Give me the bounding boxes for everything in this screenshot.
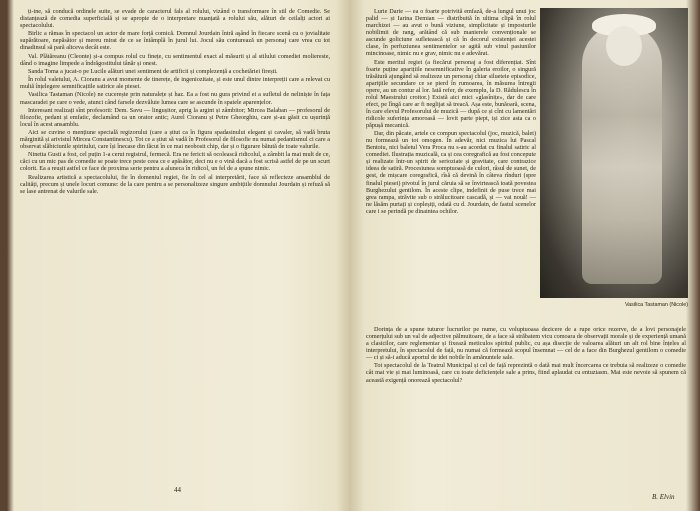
paragraph: Dar, din păcate, artele ce compun spectacolul (joc, muzică, balet) nu formează un tot omogen. În adevăr, nici muzica lui Pascal Bentoiu, nici baletul Vera Proca nu s-au acordat cu finalul satiric al comediei. Ilustrația muzicală, ca și cea coregrafică au fost concepute și realizate într-un spirit de serioziate și gravitate, care contrazice ideea de satiră. Procesiunea somptuoasă de culori, râsul de sunet, de gest, de mișcare coregrafică, rîsă că devină în câteva rînduri (spre finalul piesei) pivotul în jurul căruia să se învirtească toată povestea Burghezului gentilom. În aceste clipe, indefinit de puse trece mai grea rampa, străvite sub o strălucitoare cascadă, și — vai nouă! — ne lăsăm purtați și copleșiți, odată cu d. Jourdain, de fastul scenelor care i se perindă pe dinaintea ochilor. (366, 130, 536, 215)
paragraph: Realizarea artistică a spectacolului, fie în domeniul regiei, fie în cel al interpretării, face să reflecteze ansamblul de calități, precum și unele locuri comune: de la care pentru a se personalizeze singure ambițiile domnului Jourdain și refuză să se lase antrenat de valurile sale. (20, 173, 330, 195)
paragraph: Aici se cuvine o mențiune specială regizorului (care a știut ca în figura spadasinului elegant și cavaler, să vadă bruta mărginită și arivistul Mircea Constantinescu). Tot ce a știut să vadă în Profesorul de filosofie nu numai pedantismul ci care a observat slăbiciunile spiritului, care își înecase din făcut în ce mai neobosit chip, dar și o figurare bătută de toate valurile. (20, 129, 330, 151)
right-page (356, 0, 692, 511)
paragraph: Birlic a rămas în spectacol un actor de mare forță comică. Domnul Jourdain întră aşând în fiecare scenă cu o jovialitate supărătoare, nepăsător și mereu mirat de ce se întâmplă în jurul lui. Jocul său conturează un personaj care vrea cu tot dinadinsul să pară altceva decât este. (20, 30, 330, 52)
actress-photo (540, 8, 688, 298)
left-page (8, 0, 342, 511)
paragraph: Dorința de a spune tuturor lucrurilor pe nume, cu voluptuoasa dezicere de a rupe orice rezerve, de a lovi personajele comerțului sub un val de adjective pălmuitoare, de a face să străbatem vicu comoara de observații morale și de experiență umană a clasicilor, care reglementar și fixează meticulos spiritul public, cu așa disecție de valoarea alături un alt rol bine înțeles al interpretului, în spectacolul de față, nu numai că formează scopul însemnat — cel de a face din Burghezul gentilom o comedie — ci și să-i aducă aportul de idei nobile în amănuntele sale. (366, 326, 686, 362)
paragraph: Interesant realizați sînt profesorii: Dem. Savu — lingușitor, aprig la argint și zâmbitor; Mircea Balaban — profesorul de filozofie, pedant și emfatic, declamând ca un orator antic; Aurel Cioranu și Petre Gheorghiu, care și-au găsit cu ușurință locul în acest ansamblu. (20, 106, 330, 128)
face (606, 26, 642, 66)
paragraph: Este meritul regiei (a fiecărui personaj a fost diferențiat. Sînt foarte puține aparițiile nesemnificative în galeria eroilor, o singură trăsătură ajungând să realizeze un personaj chiar silueteie episodice, apariţiile secundare ce se pierd în rumoarea, în măsurea întregii opere, au un contur al lor. Iată refer, de exemplu, la D. Rădulescu în rolul Maestrului croitor.) Există aici mici «glasînițe», dar de care efect, pe lîngă care ar fi neglijat să treacă. Așa este, bunăoară, scena, în care elevul Profesorului de muzică — după ce și cînt cu lamentări ridicole suferința amoroasă — lovit parte piept, iși zice asta ca o păpușă mecanică. (366, 58, 536, 129)
paragraph: Tot spectacolul de la Teatrul Municipal și cel de față reprezintă o dată mai mult încercarea ce trebuia să realizeze o comedie cât mai vie și mai luminoasă, care cu toate deficiențele sale a prins, fiind aplaudat cu entuziasm. Mai este nevoie să spunem că această exigență onorează spectacolul? (366, 362, 686, 384)
photo-caption: Vasilica Tastaman (Nicole) (624, 302, 688, 308)
paragraph: ți-ine, să conducă ordinele suite, se evade de caracterul fals al rolului, vizând o transformare în stil de Comedie. Se distanțează de comedia superficială și se apropie de o interpretare nuanțată a rolului său, alături de ceilalți actori ai spectacolului. (20, 8, 330, 30)
page-number: 44 (174, 486, 181, 494)
left-page-text (20, 8, 330, 196)
paragraph: În rolul valetului, A. Cioranu a avut momente de tinerețe, de ingeniozitate, și este unul dintre interpreții care a relevat cu multă înțelegere semnificațiile satirice ale piesei. (20, 76, 330, 91)
paragraph: Sanda Toma a jucat-o pe Lucile alături unei sentiment de artificii și complezență a cochetăriei firești. (28, 67, 278, 75)
paragraph: Vasilica Tastaman (Nicole) ne cucerește prin naturalețe și haz. Ea a fost nu gura privind ei a sufletul de neliniște în fața mascaradei pe care o vede, atunci când farsele dezvăluie lumea care se ascunde în spatele aparențelor. (20, 91, 330, 106)
paragraph: Ninetta Gusti a fost, cel puțin 1-a cerut registrul, fermecă. Era ne fericit să ocolească ridicolul, a zâmbit la mai mult de ce, căci cu un mic pas de comedie se poate trece peste ceea ce e apăsător, deci nu e o vină dacă a fost scrisă astfel de pe un scurt colorit. Ea a reușit astfel ce face de proxima serie pentru a aluneca în ridicol, un fel de a spune nimic. (20, 151, 330, 173)
right-page-narrow-text (366, 8, 536, 216)
right-page-wide-text (366, 326, 686, 385)
paragraph: Val. Plătăreanu (Cleonte) și-a compus rolul cu finețe, cu sentimentul exact al măsurii și al stilului comediei moliereste, dând o imagine limpede a îndrăgostitului tânăr și onest. (20, 52, 330, 67)
paragraph: Lurie Darie — ea o foarte potrivită emfază, de-a lungul unui joc palid — și Iarina Demian — distribuită în ultima clipă în rolul marchizei — au avut o bună viziune, simplicitate și imposturile nobilimii de rang, arătând că sub manierele convenționale se ascunde goliciune sufletească și că în decorul existenței acestei clase, în perfuziunea sentimentelor se agită sub vinul pasiunilor mincinoase, nimic nu e grav, nimic nu e adevărat. (366, 8, 536, 58)
author-signature: B. Elvin (652, 493, 675, 501)
